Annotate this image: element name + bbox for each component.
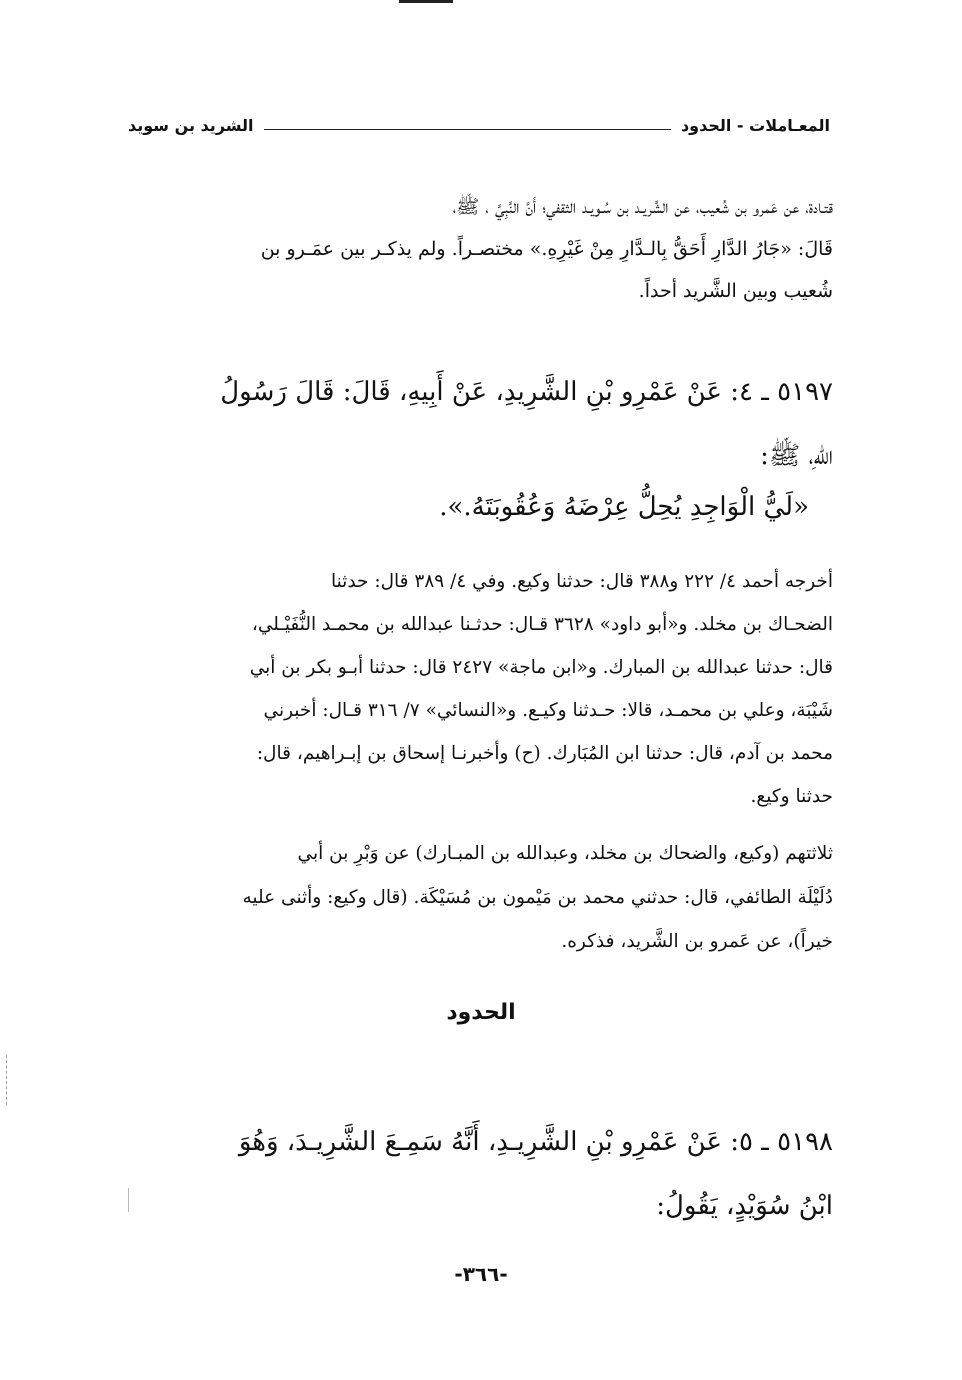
takhrij-paragraph xyxy=(128,560,833,818)
text-line: شُعيب وبين الشَّريد أحداً. xyxy=(638,280,833,302)
top-rule xyxy=(399,0,453,3)
running-header xyxy=(128,110,830,140)
paragraph-continuation xyxy=(128,186,833,312)
text-line: ثلاثتهم (وكيع، والضحاك بن مخلد، وعبدالله بن المبـارك) عن وَبْرِ بن أبي xyxy=(297,843,833,864)
hadith-line: ٥١٩٨ ـ ٥: عَنْ عَمْرِو بْنِ الشَّرِيـدِ، أَنَّهُ سَمِـعَ الشَّرِيـدَ، وَهُوَ xyxy=(238,1127,833,1157)
margin-mark xyxy=(6,1055,7,1105)
header-narrator: الشريد بن سويد xyxy=(128,115,254,135)
hadith-line: ٥١٩٧ ـ ٤: عَنْ عَمْرِو بْنِ الشَّرِيدِ، عَنْ أَبِيهِ، قَالَ: قَالَ رَسُولُ xyxy=(220,377,833,407)
text-line: شَيْبَة، وعلي بن محمـد، قالا: حـدثنا وكيـع. و«النسائي» ٧/ ٣١٦ قـال: أخبرني xyxy=(263,700,833,721)
text-line: قَالَ: «جَارُ الدَّارِ أَحَقُّ بِالـدَّارِ مِنْ غَيْرِهِ.» مختصـراً. ولم يذكـر بين عمَـرو بن xyxy=(260,238,833,260)
header-rule xyxy=(264,129,671,130)
section-title: الحدود xyxy=(446,1000,516,1025)
text-line: حدثنا وكيع. xyxy=(750,786,833,807)
hadith-5198 xyxy=(128,1110,833,1238)
text-line: خيراً)، عن عَمرو بن الشَّريد، فذكره. xyxy=(561,931,833,952)
hadith-matn: «لَيُّ الْوَاجِدِ يُحِلُّ عِرْضَهُ وَعُقُوبَتَهُ.». xyxy=(439,492,809,522)
text-line: قال: حدثنا عبدالله بن المبارك. و«ابن ماجة» ٢٤٢٧ قال: حدثنا أبـو بكر بن أبي xyxy=(249,657,833,678)
hadith-5197 xyxy=(128,360,833,488)
text-line: أخرجه أحمد ٤/ ٢٢٢ و٣٨٨ قال: حدثنا وكيع. وفي ٤/ ٣٨٩ قال: حدثنا xyxy=(330,571,833,592)
text-line: الضحـاك بن مخلد. و«أبو داود» ٣٦٢٨ قـال: حدثـنا عبدالله بن محمـد النُّفَيْـلي، xyxy=(251,614,833,635)
text-line: قتـادة، عن عَمرو بن شُعيب، عن الشَّريـد بن سُـويـد الثقفي؛ أَنَّ النَّبِيَّ ، ﷺ، xyxy=(452,196,833,218)
header-chapter: المعـاملات - الحدود xyxy=(680,115,830,135)
hadith-line: ابْنُ سُوَيْدٍ، يَقُولُ: xyxy=(656,1191,833,1221)
text-line: محمد بن آدم، قال: حدثنا ابن المُبَارك. (ح) وأخبرنـا إسحاق بن إبـراهيم، قال: xyxy=(256,743,833,764)
hadith-line: اللهِ، ﷺ: xyxy=(760,441,833,471)
text-line: دُلَيْلَة الطائفي، قال: حدثني محمد بن مَيْمون بن مُسَيْكَة. (قال وكيع: وأثنى عليه xyxy=(242,887,833,908)
isnad-paragraph xyxy=(128,832,833,964)
page-number: -٣٦٦- xyxy=(454,1262,508,1286)
